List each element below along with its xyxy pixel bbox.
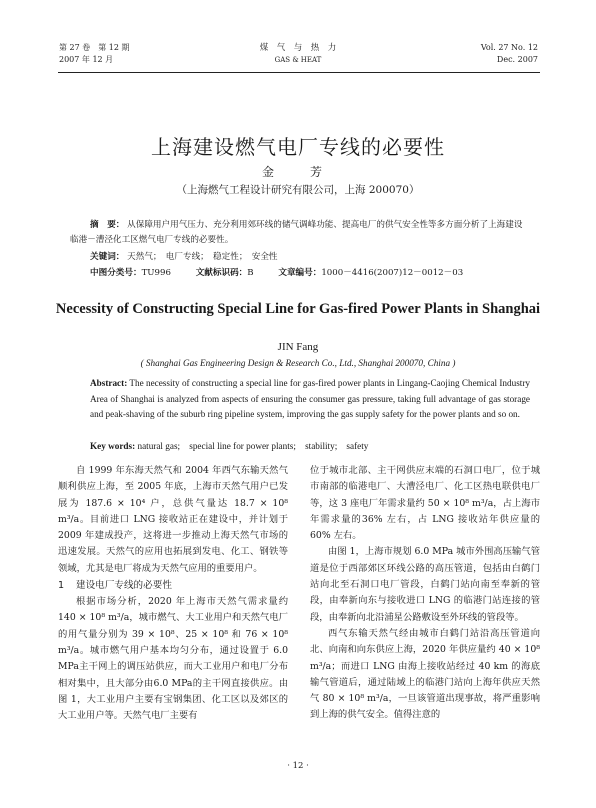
keywords-en-text: natural gas; special line for power plants; stability; safety (137, 441, 369, 451)
body-paragraph: 位于城市北部、主干网供应末端的石洞口电厂，位于城市南部的临港电厂、大漕泾电厂、化工区热电联供电厂等，这 3 座电厂年需求量约 50 × 10⁸ m³/a，占上海市年需求量的36% 左右，占 LNG 接收站年供应量的 60% 左右。 (310, 465, 540, 542)
keywords-en-label: Key words: (90, 441, 136, 451)
doc-code-label: 文献标识码： (195, 268, 248, 278)
author-cn: 金 芳 (261, 165, 334, 179)
keywords-cn-label: 关键词： (90, 252, 125, 262)
affiliation-cn: （上海燃气工程设计研究有限公司，上海 200070） (176, 184, 420, 196)
journal-name-en: GAS & HEAT (274, 56, 322, 64)
issue-date-text: 2007 年 12 月 (59, 55, 114, 64)
volume-issue-text: 第 27 卷 第 12 期 (59, 43, 130, 52)
section-number: 1 (58, 580, 65, 592)
doc-code-value: B (247, 268, 254, 278)
page-number: · 12 · (287, 761, 309, 771)
classification-line (90, 266, 530, 281)
abstract-en-label: Abstract: (90, 378, 128, 388)
journal-name-cn: 煤 气 与 热 力 (259, 43, 337, 53)
keywords-cn (90, 250, 530, 265)
body-paragraph: 根据市场分析，2020 年上海市天然气需求量约 140 × 10⁸ m³/a，城市燃气、大工业用户和天然气电厂的用气量分别为 39 × 10⁸、25 × 10⁸ 和 76 × 10⁸ m³/a。城市燃气用户基本均匀分布，通过设置于 6.0 MPa主干网上的调压站供应，而大工业用户和电厂分布相对集中，且大部分由6.0 MPa的主干网直接供应。由图 1，大工业用户主要有宝钢集团、化工区以及郊区的大工业用户等。天然气电厂主要有 (58, 596, 288, 722)
abstract-en (90, 376, 530, 423)
body-paragraph: 西气东输天然气经由城市白鹤门站沿高压管道向北、向南和向东供应上海，2020 年供应量约 40 × 10⁸ m³/a；而进口 LNG 由海上接收站经过 40 km 的海底输气管道后，通过陆域上的临港门站向上海年供应天然气 80 × 10⁸ m³/a，一旦该管道出现事故，将严重影响到上海的供气安全。值得注意的 (310, 627, 540, 721)
journal-volume-en (481, 42, 538, 66)
abstract-cn-label: 摘 要： (90, 220, 125, 230)
article-no-label: 文章编号： (278, 268, 322, 278)
affiliation-en: ( Shanghai Gas Engineering Design & Research Co., Ltd., Shanghai 200070, China ) (140, 358, 456, 368)
body-paragraph: 由图 1，上海市规划 6.0 MPa 城市外围高压输气管道是位于西部郊区环线公路的高压管道，包括由白鹤门站向北至石洞口电厂管段，白鹤门站向南至奉新的管段，由奉新向东与接收进口 LNG 的临港门站连接的管段，由奉新向北沿浦星公路敷设至外环线的管段等。 (310, 546, 540, 623)
abstract-en-text: The necessity of constructing a special line for gas-fired power plants in Lingang-Caojing Chemical Industry Area of Shanghai is analyzed from aspects of ensuring the consumer gas pressure, taking full advantage of gas storage and peak-shaving of the suburb ring pipeline system, improving the gas supply safety for the power plants and so on. (90, 378, 530, 419)
header-rule (58, 72, 540, 73)
keywords-cn-text: 天然气； 电厂专线； 稳定性； 安全性 (127, 252, 278, 262)
clc-value: TU996 (141, 268, 171, 278)
date-en: Dec. 2007 (496, 55, 538, 64)
volume-no-en: Vol. 27 No. 12 (480, 43, 538, 52)
abstract-cn-text: 从保障用户用气压力、充分利用郊环线的储气调峰功能、提高电厂的供气安全性等多方面分析了上海建设临港－漕泾化工区燃气电厂专线的必要性。 (70, 220, 523, 245)
section-heading (58, 577, 288, 594)
intro-paragraph: 自 1999 年东海天然气和 2004 年西气东输天然气顺利供应上海，至 2005 年底，上海市天然气用户已发展为 187.6 × 10⁴ 户，总供气量达 18.7 × 10⁸ m³/a。目前进口 LNG 接收站正在建设中，并计划于 2009 年建成投产，这将进一步推动上海天然气市场的迅速发展。天然气的应用也拓展到发电、化工、钢铁等领域，尤其是电厂将成为天然气应用的重要用户。 (58, 465, 288, 574)
clc-label: 中图分类号： (90, 268, 142, 278)
author-en: JIN Fang (277, 341, 319, 353)
body-left-column (58, 463, 288, 724)
keywords-en (90, 438, 530, 452)
section-title: 建设电厂专线的必要性 (76, 580, 172, 592)
article-title-en: Necessity of Constructing Special Line for Gas-fired Power Plants in Shanghai (55, 301, 541, 317)
abstract-cn (70, 218, 530, 248)
article-no-value: 1000－4416(2007)12－0012－03 (321, 268, 464, 278)
article-title-cn: 上海建设燃气电厂专线的必要性 (151, 135, 445, 159)
body-right-column (310, 463, 540, 724)
